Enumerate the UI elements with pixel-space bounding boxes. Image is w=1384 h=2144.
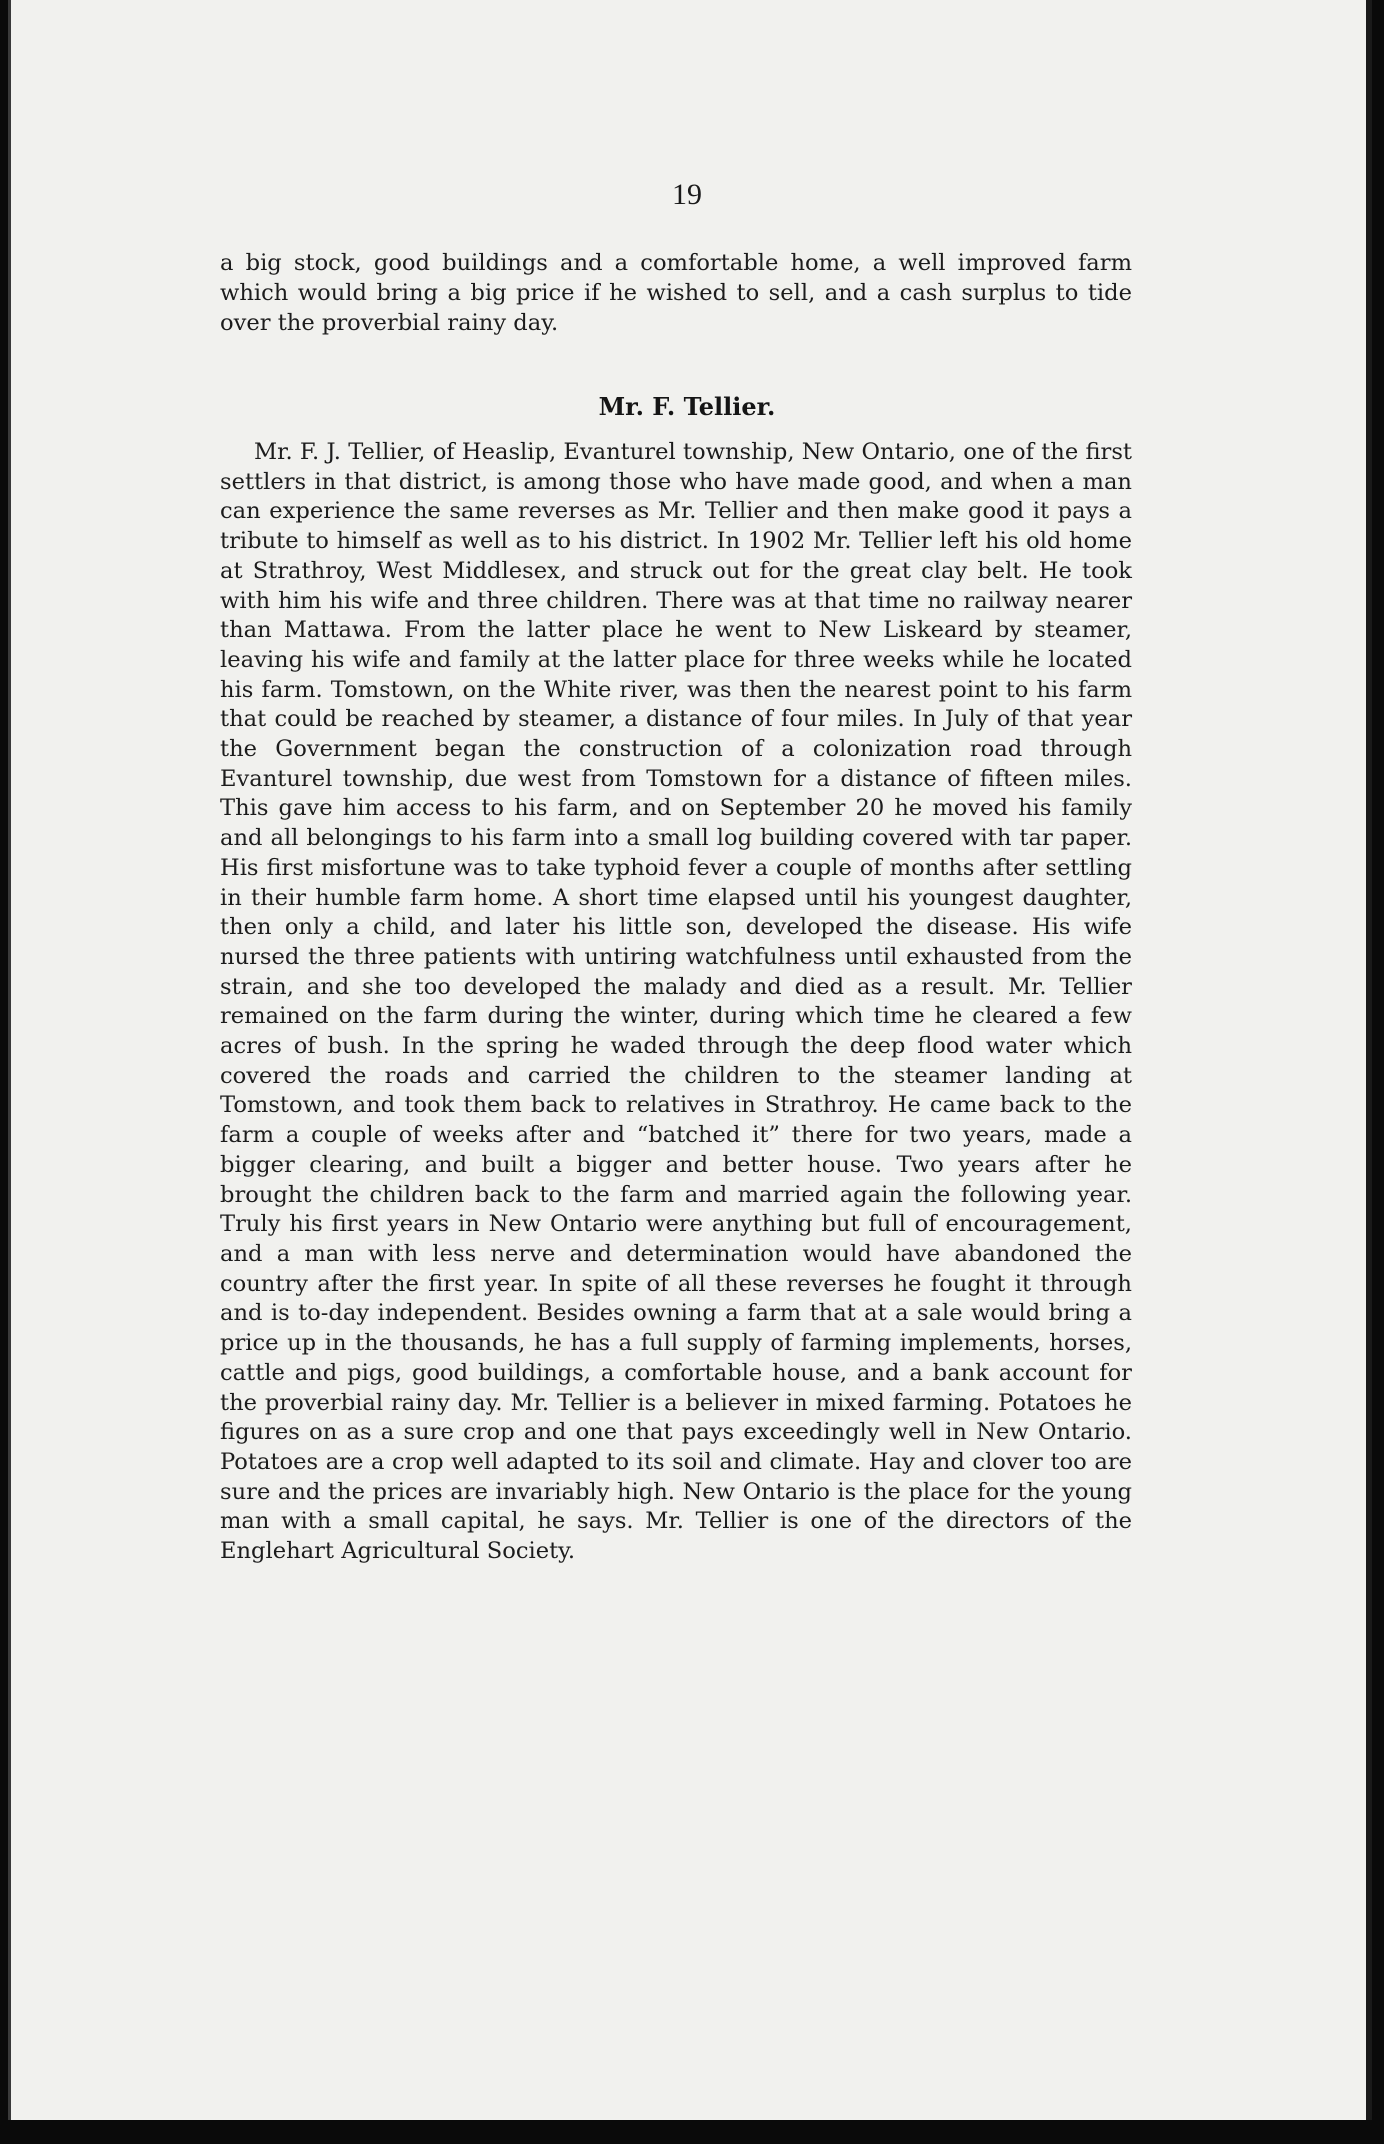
page-number: 19: [672, 178, 702, 211]
body-paragraph: Mr. F. J. Tellier, of Heaslip, Evanturel township, New Ontario, one of the first settlers in that district, is among those who have made good, and when a man can experience the same reverses as Mr. Tellier and then make good it pays a tribute to himself as well as to his district. In 1902 Mr. Tellier left his old home at Strathroy, West Middlesex, and struck out for the great clay belt. He took with him his wife and three children. There was at that time no railway nearer than Mattawa. From the latter place he went to New Liskeard by steamer, leaving his wife and family at the latter place for three weeks while he located his farm. Tomstown, on the White river, was then the nearest point to his farm that could be reached by steamer, a distance of four miles. In July of that year the Government began the construction of a colonization road through Evanturel township, due west from Tomstown for a distance of fifteen miles. This gave him access to his farm, and on September 20 he moved his family and all belongings to his farm into a small log building covered with tar paper. His first misfortune was to take typhoid fever a couple of months after settling in their humble farm home. A short time elapsed until his youngest daughter, then only a child, and later his little son, developed the disease. His wife nursed the three patients with untiring watchfulness until exhausted from the strain, and she too developed the malady and died as a result. Mr. Tellier remained on the farm during the winter, during which time he cleared a few acres of bush. In the spring he waded through the deep flood water which covered the roads and carried the children to the steamer landing at Tomstown, and took them back to relatives in Strathroy. He came back to the farm a couple of weeks after and “batched it” there for two years, made a bigger clearing, and built a bigger and better house. Two years after he brought the children back to the farm and married again the following year. Truly his first years in New Ontario were anything but full of encouragement, and a man with less nerve and determination would have abandoned the country after the first year. In spite of all these reverses he fought it through and is to-day independent. Besides owning a farm that at a sale would bring a price up in the thousands, he has a full supply of farming implements, horses, cattle and pigs, good buildings, a comfortable house, and a bank account for the proverbial rainy day. Mr. Tellier is a believer in mixed farming. Potatoes he figures on as a sure crop and one that pays exceedingly well in New Ontario. Potatoes are a crop well adapted to its soil and climate. Hay and clover too are sure and the prices are invariably high. New Ontario is the place for the young man with a small capital, he says. Mr. Tellier is one of the directors of the Englehart Agricultural Society.: [220, 439, 1132, 1565]
section-heading: Mr. F. Tellier.: [598, 392, 776, 421]
continuation-paragraph: a big stock, good buildings and a comfortable home, a well improved farm which would bring a big price if he wished to sell, and a cash surplus to tide over the proverbial rainy day.: [220, 250, 1132, 336]
scan-border: [0, 2120, 1384, 2144]
document-page: [8, 0, 1372, 2120]
